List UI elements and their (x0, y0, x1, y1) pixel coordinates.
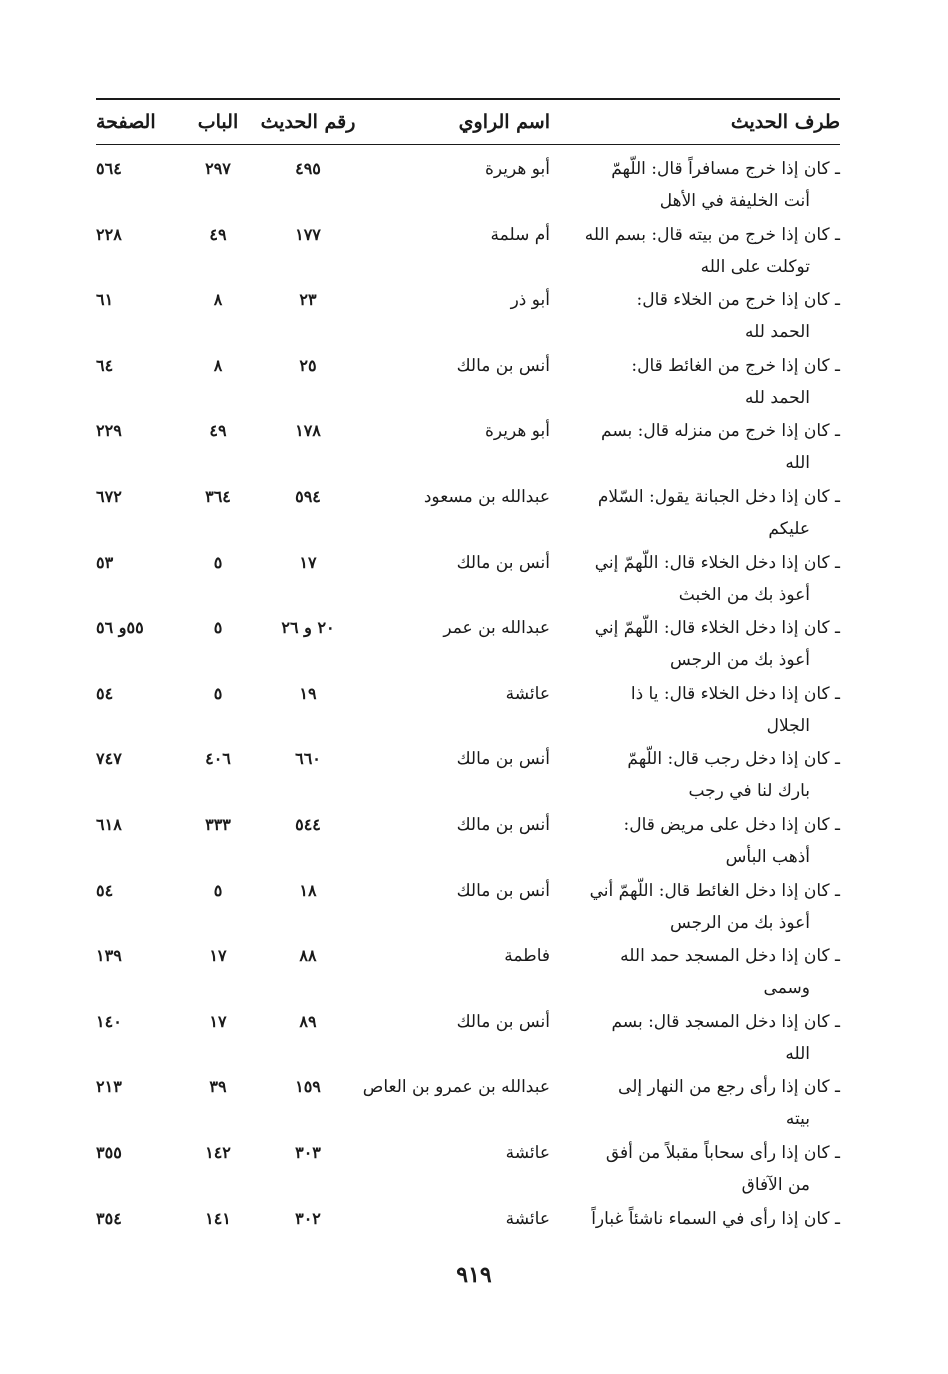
hadith-line-1: ـ كان إذا رأى رجع من النهار إلى (618, 1077, 840, 1098)
page-cell: ٦١٨ (96, 814, 122, 834)
narrator-cell: أبو ذر (510, 290, 550, 311)
page-cell: ١٣٩ (96, 946, 122, 966)
table-row (96, 217, 840, 283)
hadith-cell (550, 545, 840, 611)
chapter-cell: ٤٠٦ (205, 749, 231, 769)
table-row (96, 873, 840, 939)
chapter-cell: ٥ (213, 880, 223, 900)
narrator-cell: عبدالله بن عمرو بن العاص (362, 1077, 550, 1098)
hadith-cell (550, 1004, 840, 1070)
hadith-line-1: ـ كان إذا خرج من الخلاء قال: (636, 290, 840, 311)
hadith-cell (550, 413, 840, 479)
table-header (96, 100, 840, 144)
narrator-cell: عائشة (505, 683, 550, 704)
narrator-cell: فاطمة (504, 946, 550, 967)
narrator-cell: أبو هريرة (484, 159, 550, 179)
page-cell: ٥٤ (96, 683, 114, 703)
hadith-cell (550, 807, 840, 873)
hadith-line-2: أعوذ بك من الرجس (669, 912, 810, 933)
table-row (96, 1004, 840, 1070)
table-row (96, 1201, 840, 1267)
page-cell: ٦٧٢ (96, 486, 122, 506)
hadith-line-2: بيته (785, 1109, 810, 1130)
narrator-cell: أنس بن مالك (456, 1011, 550, 1032)
chapter-cell: ١٤٢ (205, 1142, 231, 1162)
narrator-cell: عائشة (505, 1208, 550, 1229)
narrator-cell: أنس بن مالك (456, 552, 550, 573)
index-table (96, 98, 840, 1266)
table-row (96, 545, 840, 611)
hadith-cell (550, 741, 840, 807)
number-cell: ٥٩٤ (295, 486, 321, 506)
table-row (96, 1069, 840, 1135)
page-cell: ١٤٠ (96, 1011, 122, 1031)
table-row (96, 610, 840, 676)
narrator-cell: أنس بن مالك (456, 814, 550, 835)
number-cell: ٦٦٠ (295, 749, 321, 769)
hadith-line-1: ـ كان إذا دخل الخلاء قال: يا ذا (630, 683, 840, 704)
chapter-cell: ٢٩٧ (205, 159, 231, 178)
number-cell: ٤٩٥ (295, 159, 321, 178)
table-row (96, 741, 840, 807)
hadith-line-1: ـ كان إذا رأى سحاباً مقبلاً من أفق (605, 1142, 840, 1163)
chapter-cell: ٣٣٣ (205, 814, 231, 834)
chapter-cell: ٥ (213, 618, 223, 638)
hadith-line-2: توكلت على الله (700, 256, 810, 277)
page-cell: ٦١ (96, 290, 114, 310)
hadith-line-1: ـ كان إذا خرج من بيته قال: بسم الله (584, 224, 840, 245)
hadith-line-1: ـ كان إذا خرج من منزله قال: بسم (601, 421, 840, 442)
hadith-line-2: بارك لنا في رجب (688, 781, 810, 802)
page-number: ٩١٩ (456, 1262, 492, 1288)
hadith-line-1: ـ كان إذا دخل على مريض قال: (623, 814, 840, 835)
page-cell: ٢٢٨ (96, 224, 122, 244)
chapter-cell: ٤٩ (209, 224, 227, 244)
number-cell: ١٧ (299, 552, 317, 572)
hadith-line-2: من الآفاق (741, 1174, 810, 1195)
number-cell: ١٩ (299, 683, 317, 703)
page-cell: ٢٢٩ (96, 421, 122, 441)
hadith-line-1: ـ كان إذا دخل الخلاء قال: اللّهمّ إني (594, 618, 840, 639)
hadith-line-2: الله (785, 453, 810, 474)
hadith-cell (550, 1201, 840, 1235)
table-body (96, 151, 840, 1266)
hadith-line-1: ـ كان إذا رأى في السماء ناشئاً غباراً (591, 1208, 840, 1229)
number-cell: ١٥٩ (295, 1077, 321, 1097)
narrator-cell: أنس بن مالك (456, 880, 550, 901)
table-row (96, 938, 840, 1004)
header-narrator: اسم الراوي (458, 111, 550, 133)
chapter-cell: ٤٩ (209, 421, 227, 441)
header-number: رقم الحديث (260, 111, 356, 133)
page-cell: ٥٤ (96, 880, 114, 900)
number-cell: ٥٤٤ (295, 814, 321, 834)
number-cell: ٢٠ و ٢٦ (281, 618, 335, 638)
hadith-line-2: وسمى (763, 978, 810, 999)
narrator-cell: أنس بن مالك (456, 355, 550, 376)
number-cell: ١٧٨ (295, 421, 321, 441)
hadith-line-2: الله (785, 1043, 810, 1064)
number-cell: ٢٥ (299, 355, 317, 375)
hadith-cell (550, 479, 840, 545)
hadith-cell (550, 676, 840, 742)
header-page: الصفحة (96, 111, 156, 133)
hadith-line-1: ـ كان إذا دخل الجبانة يقول: السّلام (597, 486, 840, 507)
page-cell: ٧٤٧ (96, 749, 122, 769)
hadith-cell (550, 348, 840, 414)
hadith-cell (550, 282, 840, 348)
hadith-cell (550, 151, 840, 217)
hadith-cell (550, 938, 840, 1004)
page-cell: ٥٥و ٥٦ (96, 618, 144, 638)
narrator-cell: عائشة (505, 1142, 550, 1163)
number-cell: ١٨ (299, 880, 317, 900)
narrator-cell: أبو هريرة (484, 421, 550, 442)
table-row (96, 413, 840, 479)
page-cell: ٣٥٥ (96, 1142, 122, 1162)
number-cell: ١٧٧ (295, 224, 321, 244)
hadith-line-2: أعوذ بك من الرجس (669, 650, 810, 671)
number-cell: ٢٣ (299, 290, 317, 310)
table-row (96, 1135, 840, 1201)
narrator-cell: أم سلمة (490, 224, 550, 245)
chapter-cell: ١٧ (209, 1011, 227, 1031)
table-row (96, 676, 840, 742)
chapter-cell: ٥ (213, 552, 223, 572)
number-cell: ٨٩ (299, 1011, 317, 1031)
number-cell: ٨٨ (299, 946, 317, 966)
hadith-cell (550, 610, 840, 676)
table-row (96, 151, 840, 217)
hadith-cell (550, 217, 840, 283)
hadith-line-1: ـ كان إذا خرج مسافراً قال: اللّهمّ (611, 159, 840, 179)
chapter-cell: ٥ (213, 683, 223, 703)
header-chapter: الباب (197, 111, 239, 133)
chapter-cell: ٣٦٤ (205, 486, 231, 506)
number-cell: ٣٠٣ (295, 1142, 321, 1162)
table-row (96, 807, 840, 873)
hadith-cell (550, 1135, 840, 1201)
narrator-cell: عبدالله بن عمر (443, 618, 550, 639)
header-rule (96, 144, 840, 145)
hadith-line-1: ـ كان إذا دخل الخلاء قال: اللّهمّ إني (594, 552, 840, 573)
hadith-line-2: أعوذ بك من الخبث (678, 584, 810, 605)
chapter-cell: ٣٩ (209, 1077, 227, 1097)
table-row (96, 479, 840, 545)
hadith-line-1: ـ كان إذا دخل المسجد قال: بسم (611, 1011, 840, 1032)
page-cell: ٥٦٤ (96, 159, 122, 178)
narrator-cell: أنس بن مالك (456, 749, 550, 770)
page-cell: ٢١٣ (96, 1077, 122, 1097)
hadith-line-2: أنت الخليفة في الأهل (659, 191, 810, 211)
hadith-line-2: الحمد لله (745, 387, 810, 408)
page-cell: ٣٥٤ (96, 1208, 122, 1228)
chapter-cell: ١٤١ (205, 1208, 231, 1228)
narrator-cell: عبدالله بن مسعود (423, 486, 550, 507)
hadith-line-1: ـ كان إذا خرج من الغائط قال: (631, 355, 840, 376)
hadith-line-1: ـ كان إذا دخل رجب قال: اللّهمّ (627, 749, 840, 770)
hadith-line-2: الحمد لله (745, 322, 810, 343)
hadith-cell (550, 1069, 840, 1135)
chapter-cell: ٨ (213, 290, 223, 310)
table-row (96, 282, 840, 348)
number-cell: ٣٠٢ (295, 1208, 321, 1228)
page-cell: ٦٤ (96, 355, 114, 375)
hadith-line-2: أذهب البأس (725, 846, 810, 867)
hadith-line-2: عليكم (768, 518, 810, 539)
hadith-line-1: ـ كان إذا دخل المسجد حمد الله (620, 946, 840, 967)
table-row (96, 348, 840, 414)
chapter-cell: ٨ (213, 355, 223, 375)
page-cell: ٥٣ (96, 552, 114, 572)
header-hadith: طرف الحديث (730, 111, 840, 133)
hadith-line-1: ـ كان إذا دخل الغائط قال: اللّهمّ أني (589, 880, 840, 901)
hadith-line-2: الجلال (766, 715, 810, 736)
chapter-cell: ١٧ (209, 946, 227, 966)
hadith-cell (550, 873, 840, 939)
